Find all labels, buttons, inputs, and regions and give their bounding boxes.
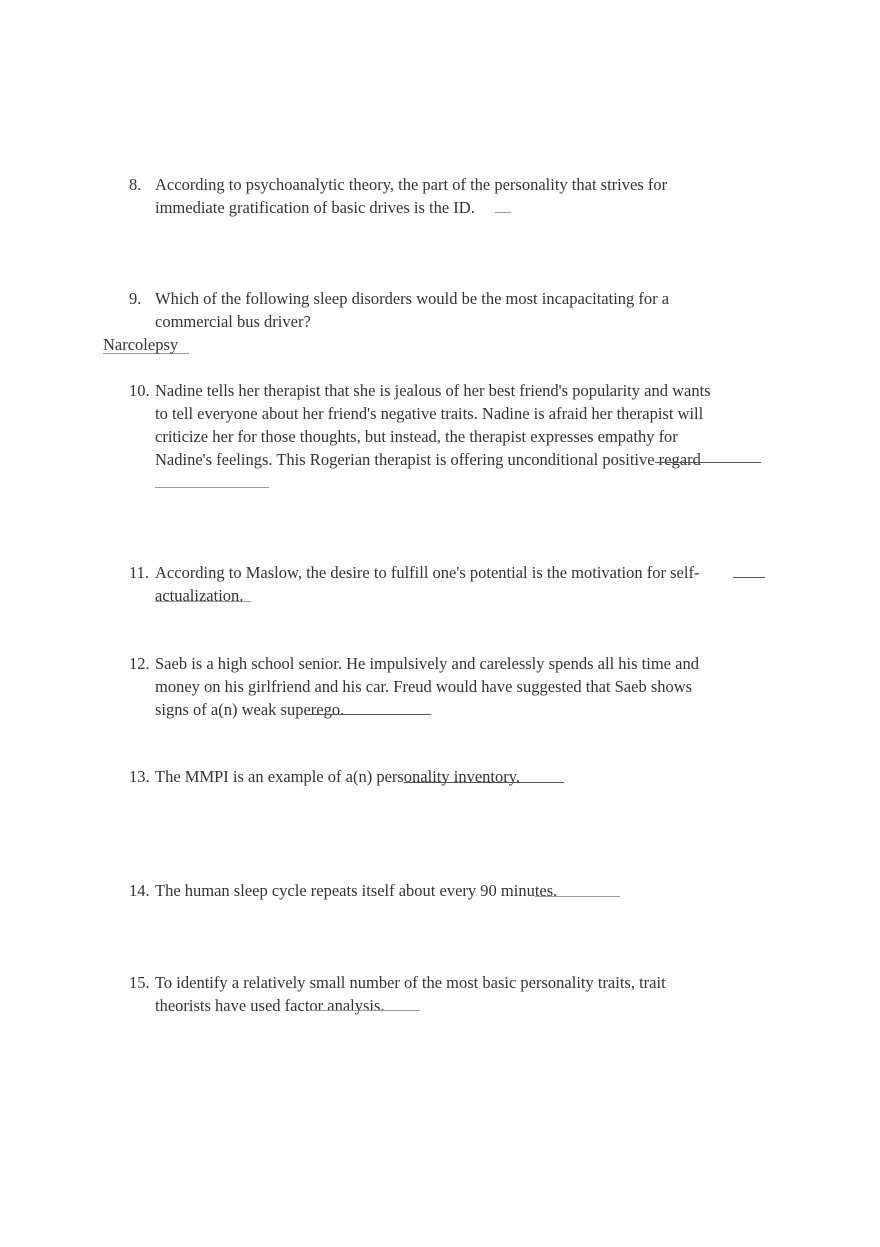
question-number: 8. [129,175,142,194]
question-text: Saeb is a high school senior. He impulsively and carelessly spends all his time and money on his girlfriend and his car. Freud would have suggested that Saeb shows signs of a(n) weak superego. [155,654,699,719]
question-13 [129,765,769,788]
answer-blank[interactable] [310,1010,420,1011]
answer-blank[interactable] [305,714,431,715]
answer-blank[interactable] [495,212,511,213]
question-text: The human sleep cycle repeats itself about every 90 minutes. [155,881,558,900]
question-text: Nadine tells her therapist that she is jealous of her best friend's popularity and wants to tell everyone about her friend's negative traits. Nadine is afraid her therapist will criticize her for those thoughts, but instead, the therapist expresses empathy for Nadine's feelings. This Rogerian therapist is offering unconditional positive regard [155,381,711,469]
question-text: According to Maslow, the desire to fulfill one's potential is the motivation for self-actualization. [155,563,700,605]
answer-blank[interactable] [155,487,269,488]
question-number: 10. [129,381,150,400]
question-text: To identify a relatively small number of the most basic personality traits, trait theorists have used factor analysis. [155,973,666,1015]
answer-blank[interactable] [155,601,251,602]
question-9 [129,287,769,333]
question-8 [129,173,769,219]
question-15 [129,971,769,1017]
answer-narcolepsy[interactable]: Narcolepsy [103,333,189,354]
question-number: 14. [129,881,150,900]
answer-blank[interactable] [404,782,564,783]
question-10 [129,379,769,471]
answer-blank[interactable] [535,896,620,897]
answer-blank[interactable] [655,462,761,463]
question-number: 9. [129,289,142,308]
question-14 [129,879,769,902]
question-12 [129,652,769,721]
question-number: 11. [129,563,150,582]
answer-blank[interactable] [733,577,765,578]
question-number: 12. [129,654,150,673]
question-text: Which of the following sleep disorders would be the most incapacitating for a commercial bus driver? [155,289,670,331]
question-number: 13. [129,767,150,786]
question-number: 15. [129,973,150,992]
question-text: The MMPI is an example of a(n) personality inventory. [155,767,521,786]
question-text: According to psychoanalytic theory, the part of the personality that strives for immediate gratification of basic drives is the ID. [155,175,668,217]
